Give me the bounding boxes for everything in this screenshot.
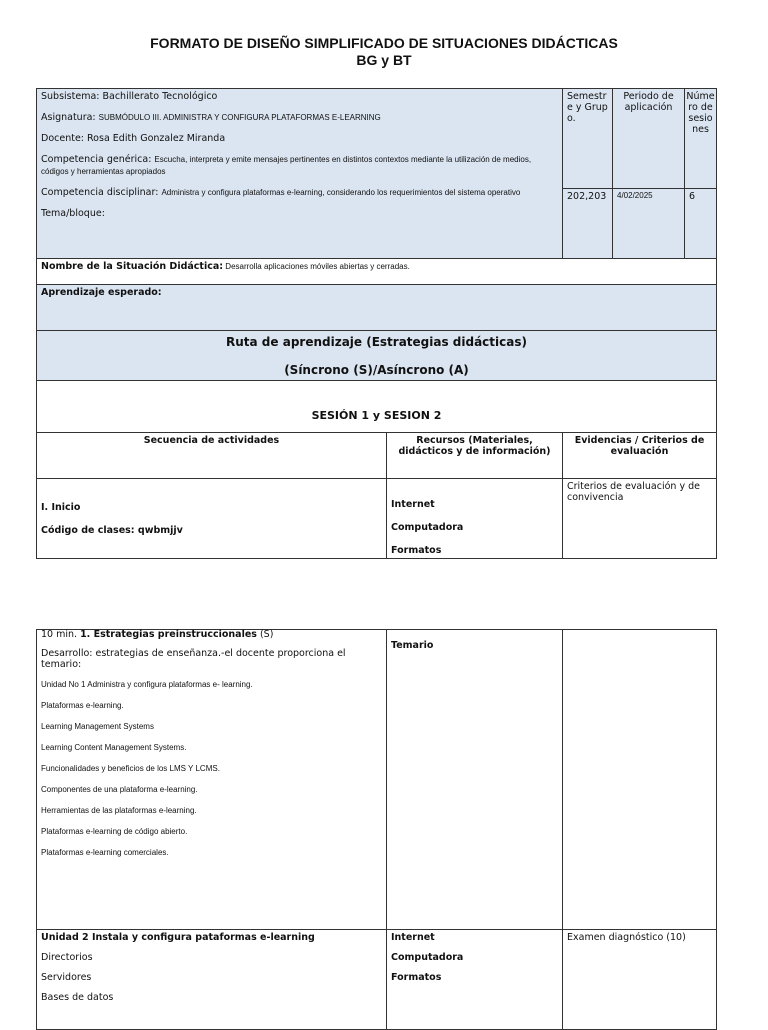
periodo-header: Periodo de aplicación <box>613 89 685 189</box>
ruta-aprendizaje: Ruta de aprendizaje (Estrategias didácticas) (Síncrono (S)/Asíncrono (A) <box>37 331 717 381</box>
semestre-header: Semestre y Grupo. <box>563 89 613 189</box>
sesiones-value: 6 <box>685 189 717 259</box>
competencia-generica: Competencia genérica: Escucha, interpreta y emite mensajes pertinentes en distintos contextos mediante la utilización de medios, códigos y herramientas apropiados <box>41 154 532 176</box>
document-subtitle: BG y BT <box>356 52 412 68</box>
temario-item: Unidad No 1 Administra y configura plataformas e- learning. <box>41 680 253 689</box>
sesiones-header: Número de sesiones <box>685 89 717 189</box>
unidad2-item: Directorios <box>41 952 93 963</box>
temario-recurso: Temario <box>387 630 563 930</box>
inicio-recursos: Internet Computadora Formatos <box>387 479 563 559</box>
subsistema: Subsistema: Bachillerato Tecnológico <box>41 91 218 102</box>
temario-item: Plataformas e-learning de código abierto. <box>41 827 188 836</box>
unidad2-evidencia: Examen diagnóstico (10) <box>563 930 717 1030</box>
inicio-cell: I. Inicio Código de clases: qwbmjjv <box>37 479 387 559</box>
competencia-disciplinar: Competencia disciplinar: Administra y configura plataformas e-learning, considerando los requerimientos del sistema operativo <box>41 187 521 198</box>
temario-item: Learning Management Systems <box>41 722 154 731</box>
unidad2-recursos: Internet Computadora Formatos <box>387 930 563 1030</box>
situacion-didactica: Nombre de la Situación Didáctica: Desarrolla aplicaciones móviles abiertas y cerradas. <box>37 259 717 285</box>
planning-table-page2 <box>36 629 717 1030</box>
temario-item: Componentes de una plataforma e-learning. <box>41 785 198 794</box>
preinstruccionales-cell: 10 min. 1. Estrategias preinstruccionales (S) Desarrollo: estrategias de enseñanza.-el docente proporciona el temario: Unidad No 1 Administra y configura plataformas e- learning. Plataformas e-learning. Learning Management Systems Learning Content Management Systems. Funcionalidades y beneficios de los LMS Y LCMS. Componentes de una plataforma e-learning. Herramientas de las plataformas e-learning. Plataformas e-learning de código abierto. Plataformas e-learning comerciales. <box>37 630 387 930</box>
docente: Docente: Rosa Edith Gonzalez Miranda <box>41 133 226 144</box>
unidad2-cell: Unidad 2 Instala y configura pataformas e-learning Directorios Servidores Bases de datos <box>37 930 387 1030</box>
document-title: FORMATO DE DISEÑO SIMPLIFICADO DE SITUACIONES DIDÁCTICAS <box>150 35 618 51</box>
header-info-cell <box>37 89 563 259</box>
col-recursos: Recursos (Materiales, didácticos y de información) <box>387 433 563 479</box>
tema-bloque: Tema/bloque: <box>41 208 105 219</box>
temario-item: Plataformas e-learning. <box>41 701 124 710</box>
temario-item: Learning Content Management Systems. <box>41 743 187 752</box>
temario-item: Funcionalidades y beneficios de los LMS Y LCMS. <box>41 764 220 773</box>
col-actividades: Secuencia de actividades <box>37 433 387 479</box>
sesion-title: SESIÓN 1 y SESION 2 <box>37 381 717 433</box>
desarrollo-text: Desarrollo: estrategias de enseñanza.-el docente proporciona el temario: <box>41 648 346 670</box>
temario-item: Plataformas e-learning comerciales. <box>41 848 169 857</box>
unidad2-item: Servidores <box>41 972 92 983</box>
asignatura: Asignatura: SUBMÓDULO III. ADMINISTRA Y CONFIGURA PLATAFORMAS E-LEARNING <box>41 112 381 123</box>
semestre-value: 202,203 <box>563 189 613 259</box>
inicio-evidencia: Criterios de evaluación y de convivencia <box>563 479 717 559</box>
planning-table-page1 <box>36 88 717 559</box>
aprendizaje-esperado: Aprendizaje esperado: <box>37 285 717 331</box>
temario-item: Herramientas de las plataformas e-learning. <box>41 806 197 815</box>
col-evidencias: Evidencias / Criterios de evaluación <box>563 433 717 479</box>
unidad2-item: Bases de datos <box>41 992 114 1003</box>
periodo-value: 4/02/2025 <box>613 189 685 259</box>
empty-evidencia <box>563 630 717 930</box>
